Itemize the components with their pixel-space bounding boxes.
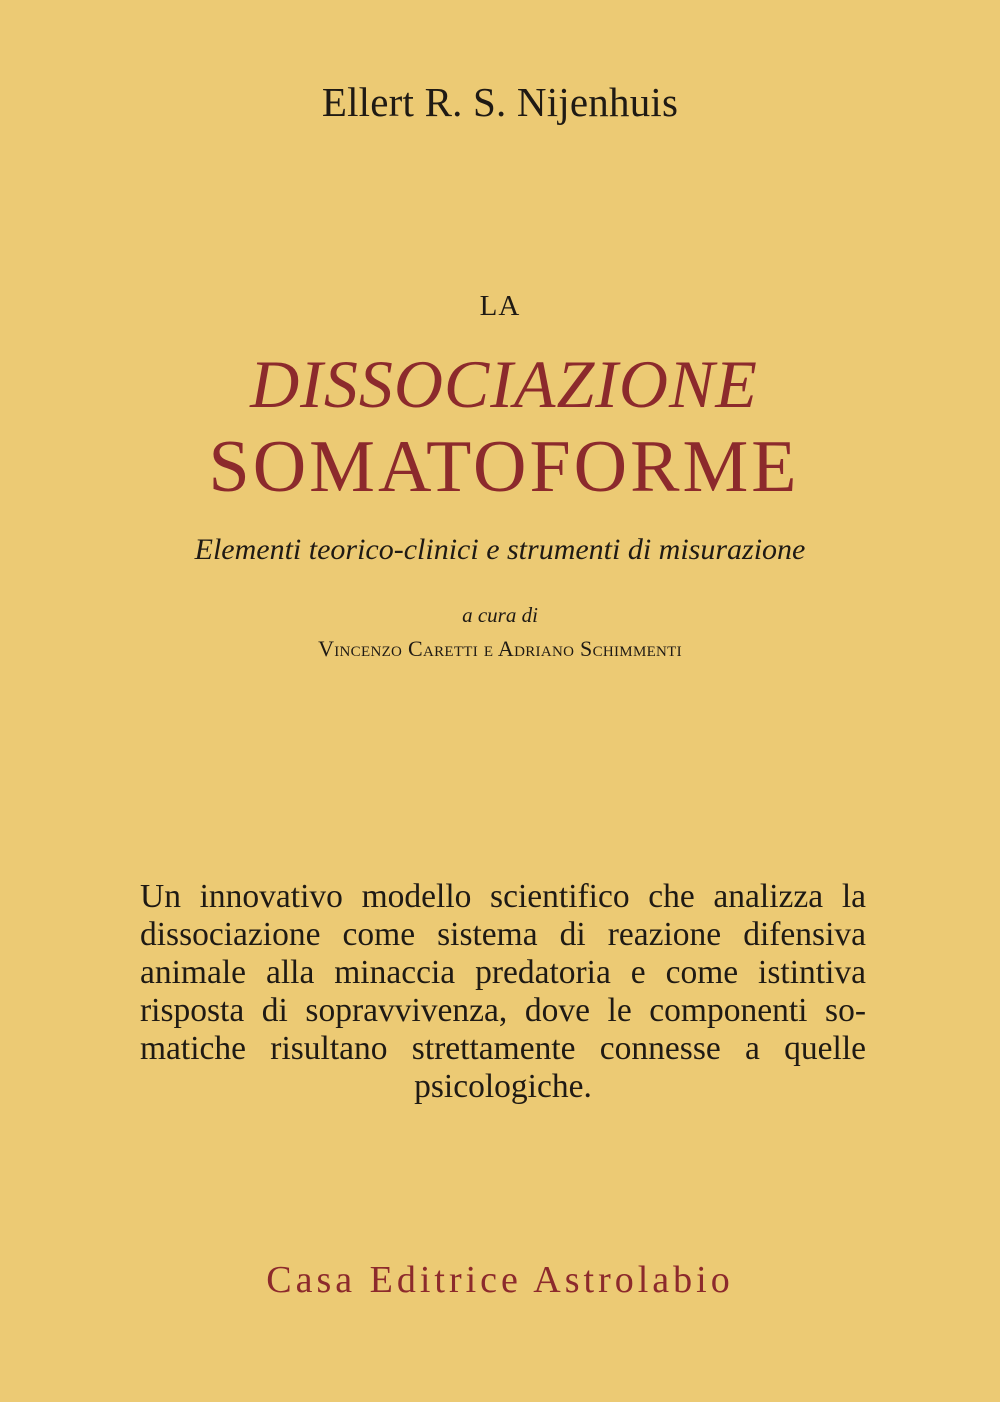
blurb-line: risposta di sopravvivenza, dove le componenti so- [140,992,866,1029]
title-line-2: SOMATOFORME [208,426,800,508]
publisher-name: Casa Editrice Astrolabio [266,1259,734,1301]
author-name: Ellert R. S. Nijenhuis [321,79,679,125]
blurb-line: psicologiche. [414,1068,592,1105]
blurb-line: matiche risultano strettamente connesse a quelle [140,1030,866,1067]
subtitle: Elementi teorico-clinici e strumenti di misurazione [194,533,806,566]
title-article: LA [479,290,521,322]
blurb [140,878,866,1106]
blurb-line: dissociazione come sistema di reazione difensiva [140,916,866,953]
curators: Vincenzo Caretti e Adriano Schimmenti [318,636,682,661]
blurb-line: animale alla minaccia predatoria e come istintiva [140,954,866,991]
curator-label: a cura di [462,603,538,627]
blurb-line: Un innovativo modello scientifico che analizza la [140,878,866,915]
title-line-1: DISSOCIAZIONE [250,346,758,422]
